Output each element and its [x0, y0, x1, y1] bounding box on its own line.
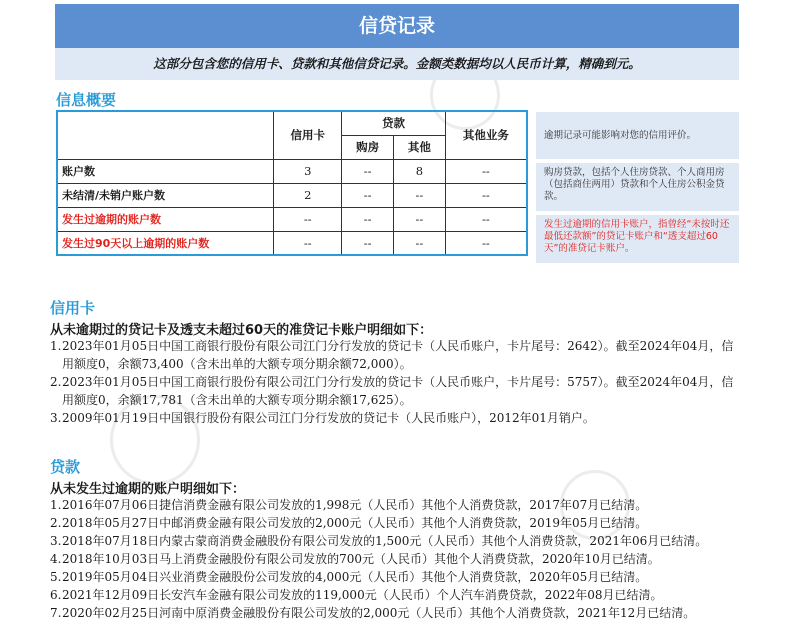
loan-heading: 贷款: [50, 458, 81, 476]
cell: --: [445, 207, 527, 231]
cell: --: [342, 183, 394, 207]
row-label: 账户数: [57, 159, 274, 183]
list-item: 7. 2020年02月25日河南中原消费金融股份有限公司发放的2,000元（人民币）其他个人消费贷款，2021年12月已结清。: [50, 606, 696, 620]
list-item: 1. 2016年07月06日捷信消费金融有限公司发放的1,998元（人民币）其他个人消费贷款，2017年07月已结清。: [50, 498, 648, 512]
row-label: 未结清/未销户账户数: [57, 183, 274, 207]
list-item: 1. 2023年01月05日中国工商银行股份有限公司江门分行发放的贷记卡（人民币账户，卡片尾号：2642）。截至2024年04月，信用额度0，余额73,400（含未出单的大额专项分期余额72,000）。: [50, 339, 734, 371]
list-item: 4. 2018年10月03日马上消费金融股份有限公司发放的700元（人民币）其他个人消费贷款，2020年10月已结清。: [50, 552, 660, 566]
cell: --: [393, 207, 445, 231]
cell: 8: [393, 159, 445, 183]
list-item: 2. 2023年01月05日中国工商银行股份有限公司江门分行发放的贷记卡（人民币账户，卡片尾号：5757）。截至2024年04月，信用额度0，余额17,781（含未出单的大额专项分期余额17,625）。: [50, 375, 734, 407]
col-credit-card: 信用卡: [274, 111, 342, 159]
page-title: 信贷记录: [55, 4, 739, 48]
row-label: 发生过逾期的账户数: [57, 207, 274, 231]
intro-text: 这部分包含您的信用卡、贷款和其他信贷记录。金额类数据均以人民币计算，精确到元。: [55, 48, 739, 80]
list-item: 5. 2019年05月04日兴业消费金融股份公司发放的4,000元（人民币）其他个人消费贷款，2020年05月已结清。: [50, 570, 648, 584]
cell: --: [445, 159, 527, 183]
cell: --: [393, 183, 445, 207]
row-label: 发生过90天以上逾期的账户数: [57, 231, 274, 255]
note-overdue-card: 发生过逾期的信用卡账户，指曾经“未按时还最低还款额”的贷记卡账户和“透支超过60天”的准贷记卡账户。: [536, 215, 739, 263]
list-item: 3. 2018年07月18日内蒙古蒙商消费金融股份有限公司发放的1,500元（人民币）其他个人消费贷款，2021年06月已结清。: [50, 534, 708, 548]
list-item: 3. 2009年01月19日中国银行股份有限公司江门分行发放的贷记卡（人民币账户），2012年01月销户。: [50, 411, 595, 425]
cell: 3: [274, 159, 342, 183]
col-housing: 购房: [342, 135, 394, 159]
credit-card-subheading: 从未逾期过的贷记卡及透支未超过60天的准贷记卡账户明细如下：: [50, 323, 433, 338]
note-housing-loan: 购房贷款，包括个人住房贷款、个人商用房（包括商住两用）贷款和个人住房公积金贷款。: [536, 163, 739, 211]
cell: --: [342, 231, 394, 255]
table-row: [57, 183, 527, 207]
credit-card-list: [50, 337, 745, 427]
table-row: [57, 207, 527, 231]
col-other-loan: 其他: [393, 135, 445, 159]
cell: --: [274, 231, 342, 255]
table-row: [57, 159, 527, 183]
loan-list: [50, 496, 745, 622]
cell: --: [274, 207, 342, 231]
note-overdue-impact: 逾期记录可能影响对您的信用评价。: [536, 112, 739, 159]
cell: 2: [274, 183, 342, 207]
cell: --: [342, 207, 394, 231]
col-loan: 贷款: [342, 111, 446, 135]
cell: --: [445, 183, 527, 207]
summary-table: [56, 110, 528, 256]
cell: --: [445, 231, 527, 255]
list-item: 2. 2018年05月27日中邮消费金融有限公司发放的2,000元（人民币）其他个人消费贷款，2019年05月已结清。: [50, 516, 648, 530]
table-row: [57, 231, 527, 255]
col-other-business: 其他业务: [445, 111, 527, 159]
loan-subheading: 从未发生过逾期的账户明细如下：: [50, 482, 246, 497]
overview-heading: 信息概要: [56, 91, 117, 109]
header-blank: [57, 111, 274, 159]
cell: --: [342, 159, 394, 183]
credit-card-heading: 信用卡: [50, 299, 96, 317]
list-item: 6. 2021年12月09日长安汽车金融有限公司发放的119,000元（人民币）个人汽车消费贷款，2022年08月已结清。: [50, 588, 663, 602]
cell: --: [393, 231, 445, 255]
